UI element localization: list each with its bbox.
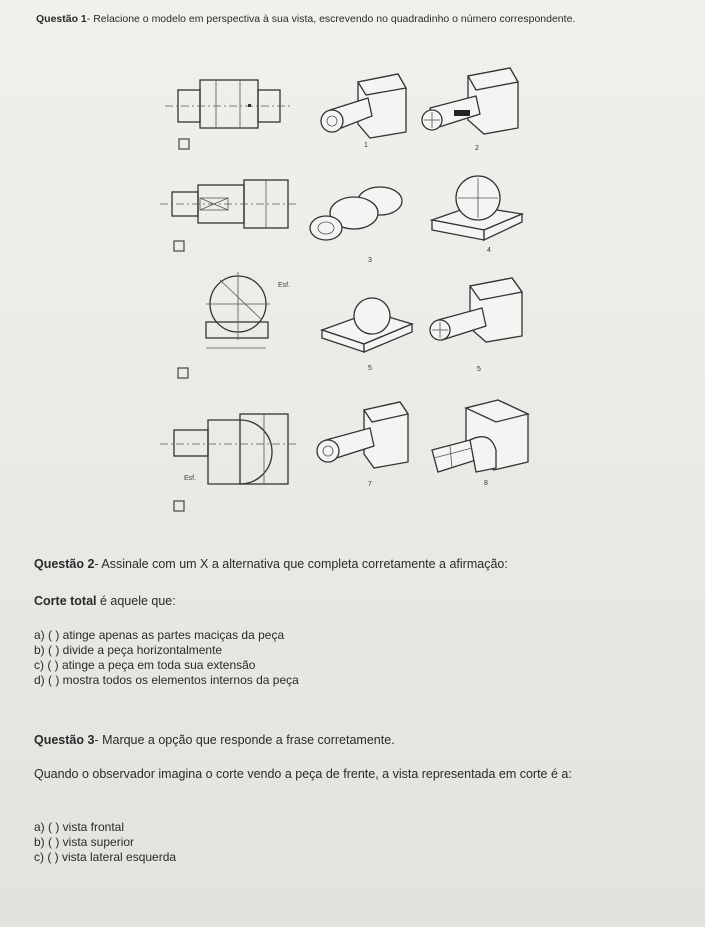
label-esf-top: Esf. xyxy=(278,282,291,289)
view-d xyxy=(160,414,298,484)
question-3-option-c[interactable]: c) ( ) vista lateral esquerda xyxy=(34,850,177,864)
figure-number-5b: 5 xyxy=(477,366,481,373)
question-2-option-b[interactable]: b) ( ) divide a peça horizontalmente xyxy=(34,643,223,657)
perspective-3 xyxy=(310,187,402,240)
figure-number-8: 8 xyxy=(484,480,488,487)
answer-box-b[interactable] xyxy=(174,241,184,251)
perspective-2 xyxy=(422,68,518,134)
label-esf-bottom: Esf. xyxy=(184,475,197,482)
perspective-8 xyxy=(432,400,528,472)
perspective-5 xyxy=(322,298,412,352)
question-3-statement: - Marque a opção que responde a frase corretamente. xyxy=(94,733,395,747)
figure-number-3: 3 xyxy=(368,257,372,264)
answer-box-c[interactable] xyxy=(178,368,188,378)
figure-number-2: 2 xyxy=(475,145,479,152)
view-b xyxy=(160,180,298,228)
question-2-statement: - Assinale com um X a alternativa que completa corretamente a afirmação: xyxy=(94,557,508,571)
question-1-statement: - Relacione o modelo em perspectiva à sua vista, escrevendo no quadradinho o número correspondente. xyxy=(86,13,576,25)
question-3-option-b[interactable]: b) ( ) vista superior xyxy=(34,835,135,849)
figure-number-1: 1 xyxy=(364,142,368,149)
perspective-1 xyxy=(321,74,406,138)
figure-number-4: 4 xyxy=(487,247,491,254)
question-1-label: Questão 1 xyxy=(36,13,87,25)
question-3-option-a[interactable]: a) ( ) vista frontal xyxy=(34,820,125,834)
answer-box-d[interactable] xyxy=(174,501,184,511)
question-2-option-a[interactable]: a) ( ) atinge apenas as partes maciças da peça xyxy=(34,628,285,642)
question-2-stem xyxy=(34,594,176,608)
question-3-text xyxy=(34,733,395,747)
question-2-stem-rest: é aquele que: xyxy=(96,594,176,608)
perspective-4 xyxy=(432,176,522,240)
answer-box-a[interactable] xyxy=(179,139,189,149)
question-2-stem-bold: Corte total xyxy=(34,594,97,608)
question-2-text xyxy=(34,557,508,571)
perspective-6 xyxy=(430,278,522,342)
view-a xyxy=(165,80,292,128)
view-c xyxy=(206,272,270,348)
question-2-option-d[interactable]: d) ( ) mostra todos os elementos internos da peça xyxy=(34,673,299,687)
question-3-label: Questão 3 xyxy=(34,733,95,747)
figure-number-7: 7 xyxy=(368,481,372,488)
question-3-stem: Quando o observador imagina o corte vendo a peça de frente, a vista representada em corte é a: xyxy=(34,767,572,781)
question-2-option-c[interactable]: c) ( ) atinge a peça em toda sua extensão xyxy=(34,658,256,672)
figure-number-5a: 5 xyxy=(368,365,372,372)
perspective-7 xyxy=(317,402,408,468)
question-2-label: Questão 2 xyxy=(34,557,95,571)
